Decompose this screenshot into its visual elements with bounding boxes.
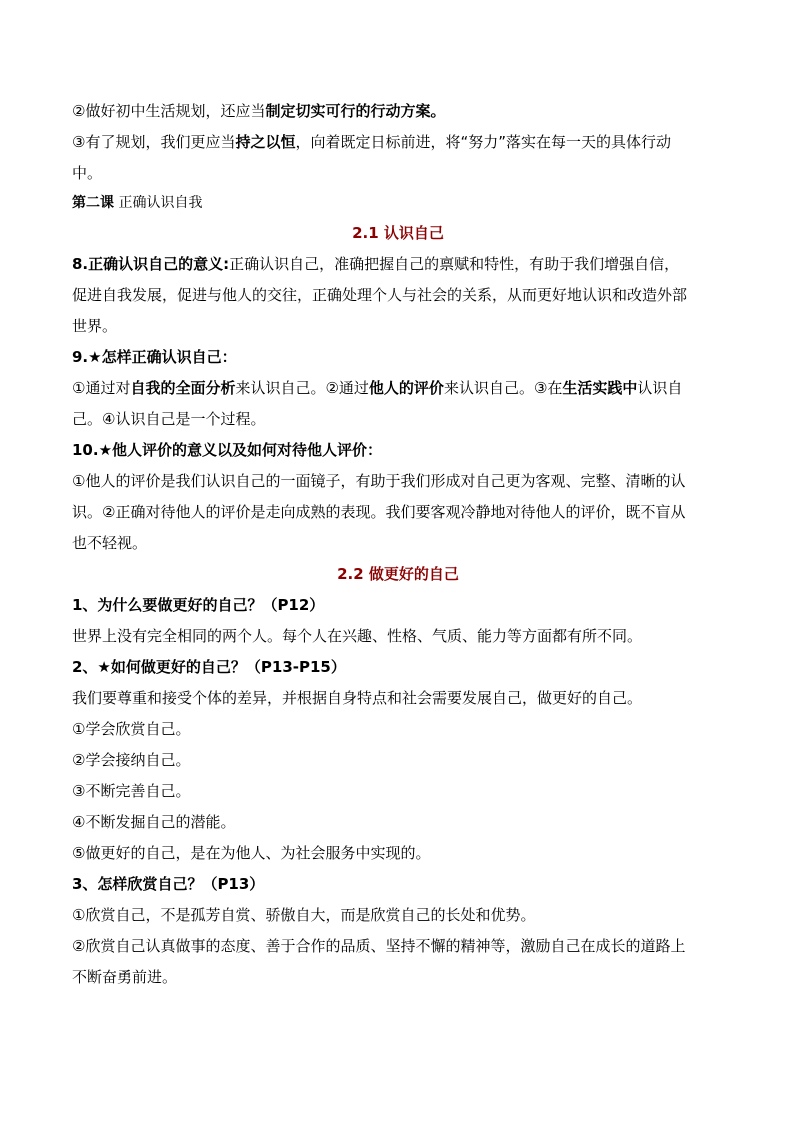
s22-q3-title bbox=[72, 869, 724, 900]
text: 正确认识自己，准确把握自己的禀赋和特性，有助于我们增强自信， bbox=[229, 255, 680, 273]
emphasis: 生活实践中 bbox=[562, 379, 638, 397]
q2-title-text: 2、★如何做更好的自己？（P13-P15） bbox=[72, 658, 346, 676]
text: ③有了规划，我们更应当 bbox=[72, 133, 236, 151]
s22-q1-title bbox=[72, 590, 724, 621]
s22-q2-item-5: ⑤做更好的自己，是在为他人、为社会服务中实现的。 bbox=[72, 844, 431, 862]
q10-line-2: 识。②正确对待他人的评价是走向成熟的表现。我们要客观冷静地对待他人的评价，既不盲从 bbox=[72, 503, 686, 521]
s22-q3-line-2: ②欣赏自己认真做事的态度、善于合作的品质、坚持不懈的精神等，激励自己在成长的道路上 bbox=[72, 937, 686, 955]
text: 来认识自己。③在 bbox=[443, 379, 563, 397]
section-heading-2-1: 2.1 认识自己 bbox=[352, 224, 444, 242]
q9-line-1 bbox=[72, 373, 724, 404]
q3-title-text: 3、怎样欣赏自己？（P13） bbox=[72, 875, 265, 893]
s22-q2-item-4: ④不断发掘自己的潜能。 bbox=[72, 813, 236, 831]
emphasis: 他人的评价 bbox=[368, 379, 444, 397]
lesson-name: 正确认识自我 bbox=[114, 195, 203, 211]
text: ②做好初中生活规划，还应当 bbox=[72, 102, 266, 120]
q10-line-3: 也不轻视。 bbox=[72, 534, 148, 552]
q10-title-text: 10.★他人评价的意义以及如何对待他人评价： bbox=[72, 441, 383, 459]
s22-q3-line-1: ①欣赏自己，不是孤芳自赏、骄傲自大，而是欣赏自己的长处和优势。 bbox=[72, 906, 536, 924]
section-heading-2-2: 2.2 做更好的自己 bbox=[337, 565, 459, 583]
emphasis: 自我的全面分析 bbox=[130, 379, 236, 397]
q10-title bbox=[72, 435, 724, 466]
text: 来认识自己。②通过 bbox=[235, 379, 369, 397]
s22-q2-item-3: ③不断完善自己。 bbox=[72, 782, 191, 800]
s22-q2-item-1: ①学会欣赏自己。 bbox=[72, 720, 191, 738]
q9-line-2: 己。④认识自己是一个过程。 bbox=[72, 410, 266, 428]
q8-title: 8.正确认识自己的意义: bbox=[72, 255, 230, 273]
q9-title bbox=[72, 342, 724, 373]
text: ①通过对 bbox=[72, 379, 131, 397]
document-page bbox=[72, 96, 724, 993]
q8-line-3: 世界。 bbox=[72, 317, 118, 335]
s22-q3-line-3: 不断奋勇前进。 bbox=[72, 968, 178, 986]
lesson-title bbox=[72, 189, 724, 218]
q10-line-1: ①他人的评价是我们认识自己的一面镜子，有助于我们形成对自己更为客观、完整、清晰的认 bbox=[72, 472, 686, 490]
paragraph-point-3 bbox=[72, 127, 724, 158]
q9-title-text: 9.★怎样正确认识自己： bbox=[72, 348, 237, 366]
s22-q2-title bbox=[72, 652, 724, 683]
emphasis: 持之以恒 bbox=[235, 133, 296, 151]
q1-title-text: 1、为什么要做更好的自己？（P12） bbox=[72, 596, 325, 614]
lesson-number: 第二课 bbox=[72, 195, 114, 211]
q8-line-2: 促进自我发展，促进与他人的交往，正确处理个人与社会的关系，从而更好地认识和改造外部 bbox=[72, 286, 688, 304]
paragraph-point-2 bbox=[72, 96, 724, 127]
s22-q1-line-1: 世界上没有完全相同的两个人。每个人在兴趣、性格、气质、能力等方面都有所不同。 bbox=[72, 627, 643, 645]
text: ，向着既定日标前进，将“努力”落实在每一天的具体行动 bbox=[295, 133, 672, 151]
emphasis: 制定切实可行的行动方案。 bbox=[265, 102, 446, 120]
paragraph-point-3-cont: 中。 bbox=[72, 164, 103, 182]
q8-line-1 bbox=[72, 249, 724, 280]
text: 认识自 bbox=[637, 379, 683, 397]
s22-q2-line-1: 我们要尊重和接受个体的差异，并根据自身特点和社会需要发展自己，做更好的自己。 bbox=[72, 689, 643, 707]
s22-q2-item-2: ②学会接纳自己。 bbox=[72, 751, 191, 769]
